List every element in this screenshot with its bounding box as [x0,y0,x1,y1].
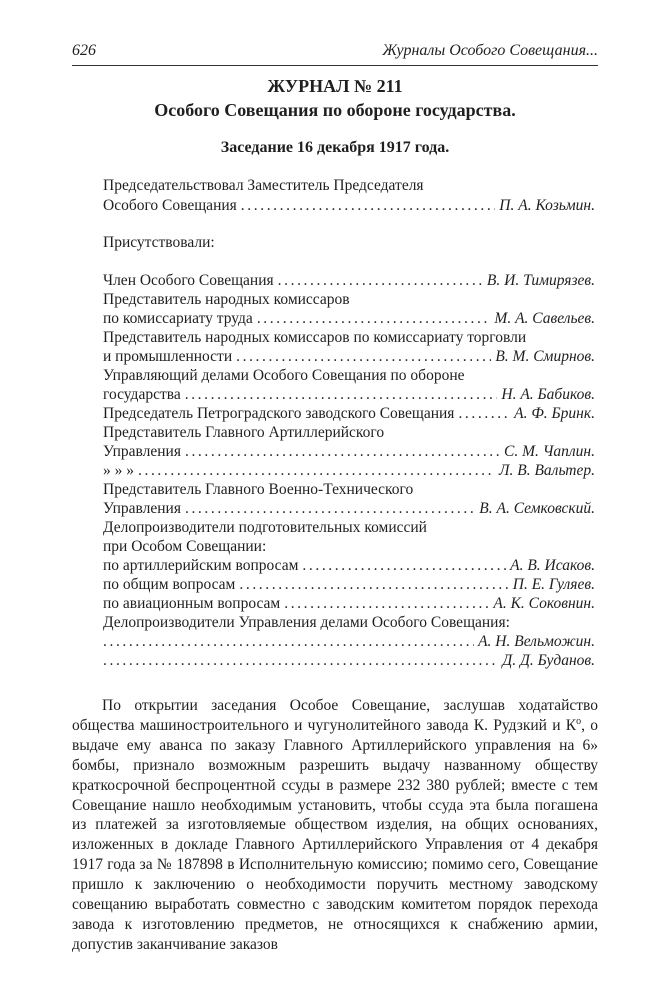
session-date: Заседание 16 декабря 1917 года. [220,139,450,156]
attendee-name: В. И. Тимирязев. [486,272,595,289]
attendee-name: Д. Д. Буданов. [502,652,595,669]
leader-dots [185,385,498,404]
present-label: Присутствовали: [103,234,215,251]
attendee-role: по комиссариату труда [103,310,253,327]
attendee-row [103,632,595,651]
attendee-name: В. М. Смирнов. [495,348,595,365]
attendee-row [103,461,595,480]
chair-line-2 [103,196,595,215]
leader-dots [138,461,495,480]
header-rule [72,65,598,66]
attendee-row [103,575,595,594]
page-number: 626 [72,42,96,59]
leader-dots [284,594,489,613]
attendee-role: Председатель Петроградского заводского Совещания [103,405,455,422]
superscript-o: о [576,715,582,727]
leader-dots [278,271,483,290]
leader-dots [103,651,498,670]
body-paragraph [72,696,598,955]
attendee-role: по общим вопросам [103,576,236,593]
running-header [72,38,598,64]
attendee-role: и промышленности [103,348,233,365]
attendee-role: Управления [103,500,181,517]
attendee-row [103,442,595,461]
attendee-name: В. А. Семковский. [479,500,595,517]
attendee-role: Управления [103,443,181,460]
attendee-row [103,499,595,518]
attendee-name: А. Н. Вельможин. [478,633,595,650]
attendee-name: Л. В. Вальтер. [499,462,595,479]
attendee-line: Представитель народных комиссаров по комиссариату торговли [103,329,527,346]
body-text [72,696,598,955]
body-part-1: По открытии заседания Особое Совещание, заслушав ходатайство общества машиностроительного и чугунолитейного завода К. Рудзкий и К [72,697,598,734]
attendee-name: М. А. Савельев. [494,310,595,327]
title-block [72,74,598,158]
leader-dots [185,499,475,518]
attendee-row [103,309,595,328]
attendee-line: Представитель Главного Военно-Технического [103,481,414,498]
journal-number: ЖУРНАЛ № 211 [267,76,403,96]
leader-dots [239,575,508,594]
attendee-role: государства [103,386,181,403]
running-title: Журналы Особого Совещания... [382,42,598,59]
attendee-role: » » » [103,462,134,479]
attendee-line: Делопроизводители подготовительных комиссий [103,519,427,536]
leader-dots [302,556,506,575]
leader-dots [103,632,474,651]
attendee-row [103,404,595,423]
body-part-2: , о выдаче ему аванса по заказу Главного Артиллерийского управления на 6» бомбы, признало возможным разрешить выдачу названному обществу краткосрочной беспроцентной ссуды в размере 232 380 рублей; вместе с тем Совещание нашло необходимым установить, чтобы ссуда эта была погашена из платежей за изготовляемые обществом изделия, на общих основаниях, изложенных в докладе Главного Артиллерийского Управления от 4 декабря 1917 года за № 187898 в Исполнительную комиссию; помимо сего, Совещание пришло к заключению о необходимости поручить местному заводскому совещанию выработать совместно с заводским комитетом порядок перехода завода к изготовлению предметов, не относящихся к снабжению армии, допустив заканчивание заказов [72,716,599,953]
attendee-line: Представитель Главного Артиллерийского [103,424,385,441]
attendee-name: П. Е. Гуляев. [512,576,595,593]
chair-name: П. А. Козьмин. [499,197,595,214]
attendee-role: по авиационным вопросам [103,595,281,612]
leader-dots [458,404,510,423]
attendee-line: при Особом Совещании: [103,538,267,555]
attendee-name: Н. А. Бабиков. [501,386,595,403]
attendee-name: А. Ф. Бринк. [514,405,595,422]
attendee-row [103,594,595,613]
attendee-name: А. К. Соковнин. [493,595,595,612]
attendee-role: по артиллерийским вопросам [103,557,299,574]
journal-subtitle: Особого Совещания по обороне государства. [154,100,516,120]
attendee-row [103,556,595,575]
attendee-role: Член Особого Совещания [103,272,274,289]
attendee-row [103,385,595,404]
leader-dots [257,309,491,328]
leader-dots [241,196,495,215]
attendee-line: Представитель народных комиссаров [103,291,350,308]
attendee-row [103,347,595,366]
attendee-line: Управляющий делами Особого Совещания по обороне [103,367,465,384]
attendee-name: А. В. Исаков. [510,557,595,574]
attendee-name: С. М. Чаплин. [503,443,595,460]
leader-dots [185,442,500,461]
chair-line-1: Председательствовал Заместитель Председателя [103,177,424,194]
attendee-line: Делопроизводители Управления делами Особого Совещания: [103,614,510,631]
attendee-row [103,271,595,290]
attendee-row [103,651,595,670]
chair-role: Особого Совещания [103,197,237,214]
leader-dots [236,347,491,366]
